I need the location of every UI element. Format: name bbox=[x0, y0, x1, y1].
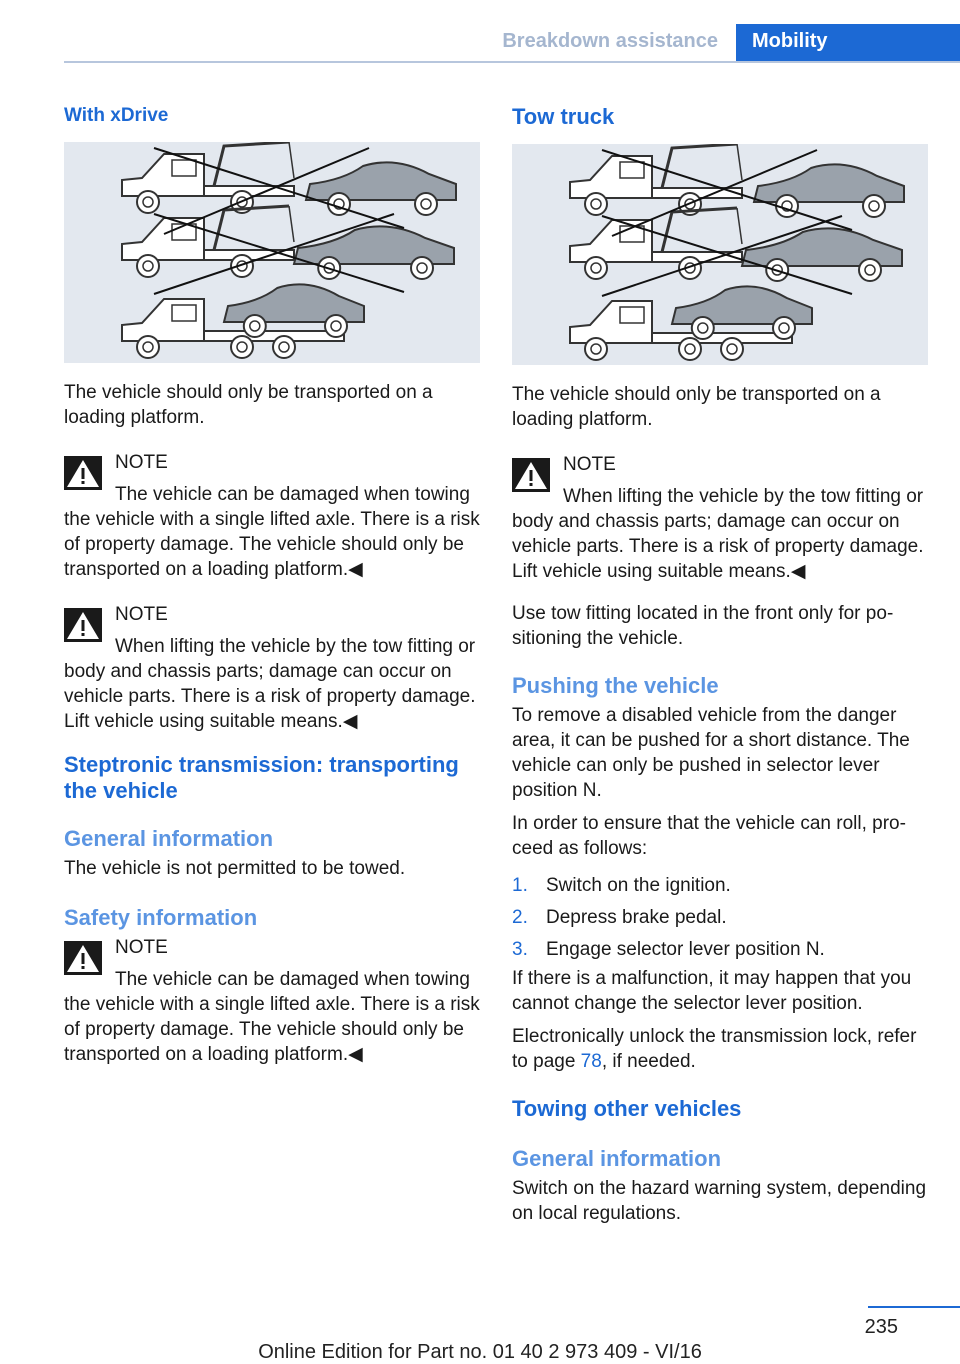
list-item bbox=[512, 873, 928, 898]
page-reference-link[interactable]: 78 bbox=[580, 1051, 602, 1072]
unlock-transmission-text bbox=[512, 1024, 928, 1074]
wheel bbox=[231, 336, 253, 358]
wheel bbox=[325, 315, 347, 337]
car-silhouette bbox=[742, 228, 902, 266]
wheel bbox=[859, 259, 881, 281]
note-label: NOTE bbox=[115, 937, 168, 958]
wheel bbox=[231, 255, 253, 277]
step-number: 2. bbox=[512, 907, 528, 928]
page-number: 235 bbox=[864, 1316, 898, 1338]
note-block bbox=[64, 450, 480, 582]
transport-illustration-xdrive bbox=[64, 142, 480, 363]
footer-rule bbox=[868, 1306, 960, 1308]
general-information-text: The vehicle is not permitted to be towed. bbox=[64, 858, 406, 879]
car-silhouette bbox=[306, 162, 456, 200]
note-body: When lifting the vehicle by the tow fitting or body and chassis parts; damage can occur on vehicle parts. There is a risk of property damage. Lift vehicle using suitable means.◀ bbox=[64, 636, 476, 732]
unlock-text-after: , if needed. bbox=[601, 1051, 696, 1072]
note-label: NOTE bbox=[563, 454, 616, 475]
wheel bbox=[137, 191, 159, 213]
step-text: Switch on the ignition. bbox=[546, 875, 731, 896]
tow-truck bbox=[122, 206, 294, 260]
header-rule bbox=[64, 61, 960, 63]
list-item bbox=[512, 937, 928, 962]
wheel bbox=[137, 255, 159, 277]
right-column bbox=[512, 96, 928, 1226]
roll-instructions-text: In order to ensure that the vehicle can roll, proceed as follows: bbox=[512, 813, 906, 859]
list-item bbox=[512, 905, 928, 930]
malfunction-text: If there is a malfunction, it may happen that you cannot change the selector lever position. bbox=[512, 968, 912, 1014]
edition-line: Online Edition for Part no. 01 40 2 973 409 - VI/16 bbox=[258, 1341, 702, 1363]
xdrive-intro-text: The vehicle should only be transported on a loading platform. bbox=[64, 382, 433, 428]
left-column bbox=[64, 96, 480, 1067]
steptronic-heading: Steptronic transmission: transporting the vehicle bbox=[64, 752, 459, 803]
wheel bbox=[585, 257, 607, 279]
car-silhouette bbox=[294, 226, 454, 264]
car-silhouette bbox=[754, 164, 904, 202]
wheel bbox=[679, 338, 701, 360]
safety-information-heading: Safety information bbox=[64, 905, 258, 930]
towing-general-information-text: Switch on the hazard warning system, depending on local regulations. bbox=[512, 1178, 927, 1224]
note-block bbox=[64, 935, 480, 1067]
xdrive-heading: With xDrive bbox=[64, 105, 169, 126]
general-information-heading: General information bbox=[64, 826, 274, 851]
wheel bbox=[273, 336, 295, 358]
note-body: The vehicle can be damaged when towing the vehicle with a single lifted axle. There is a risk of property damage. The vehicle should only be transported on a loading platform.◀ bbox=[64, 969, 480, 1065]
step-text: Depress brake pedal. bbox=[546, 907, 727, 928]
transport-illustration-tow-truck bbox=[512, 144, 928, 365]
wheel bbox=[721, 338, 743, 360]
tow-fitting-text: Use tow fitting located in the front only for positioning the vehicle. bbox=[512, 603, 894, 649]
wheel bbox=[679, 257, 701, 279]
step-number: 1. bbox=[512, 875, 528, 896]
note-label: NOTE bbox=[115, 452, 168, 473]
wheel bbox=[585, 193, 607, 215]
unlock-text-before: Electronically unlock the transmission lock, refer to page bbox=[512, 1026, 917, 1072]
wheel bbox=[692, 317, 714, 339]
warning-triangle-icon bbox=[512, 458, 550, 492]
wheel bbox=[863, 195, 885, 217]
wheel bbox=[773, 317, 795, 339]
wheel bbox=[137, 336, 159, 358]
tow-truck-intro-text: The vehicle should only be transported on a loading platform. bbox=[512, 384, 881, 430]
tow-truck bbox=[570, 144, 742, 198]
wheel bbox=[411, 257, 433, 279]
warning-triangle-icon bbox=[64, 941, 102, 975]
note-label: NOTE bbox=[115, 604, 168, 625]
steps-list bbox=[512, 873, 928, 962]
header-section-title: Breakdown assistance bbox=[502, 30, 718, 52]
tow-truck bbox=[570, 208, 742, 262]
warning-triangle-icon bbox=[64, 456, 102, 490]
tow-truck bbox=[122, 142, 294, 196]
note-block bbox=[512, 452, 928, 584]
tow-truck-heading: Tow truck bbox=[512, 104, 615, 129]
wheel bbox=[244, 315, 266, 337]
towing-other-vehicles-heading: Towing other vehicles bbox=[512, 1096, 742, 1121]
step-text: Engage selector lever position N. bbox=[546, 939, 825, 960]
wheel bbox=[415, 193, 437, 215]
pushing-vehicle-text: To remove a disabled vehicle from the danger area, it can be pushed for a short distance. The vehicle can only be pushed in selector lever position N. bbox=[512, 705, 910, 801]
note-body: The vehicle can be damaged when towing the vehicle with a single lifted axle. There is a risk of property damage. The vehicle should only be transported on a loading platform.◀ bbox=[64, 484, 480, 580]
pushing-vehicle-heading: Pushing the vehicle bbox=[512, 673, 719, 698]
note-block bbox=[64, 602, 480, 734]
step-number: 3. bbox=[512, 939, 528, 960]
warning-triangle-icon bbox=[64, 608, 102, 642]
note-body: When lifting the vehicle by the tow fitting or body and chassis parts; damage can occur on vehicle parts. There is a risk of property damage. Lift vehicle using suitable means.◀ bbox=[512, 486, 924, 582]
header-chapter-tab: Mobility bbox=[736, 24, 960, 63]
wheel bbox=[585, 338, 607, 360]
towing-general-information-heading: General information bbox=[512, 1146, 722, 1171]
